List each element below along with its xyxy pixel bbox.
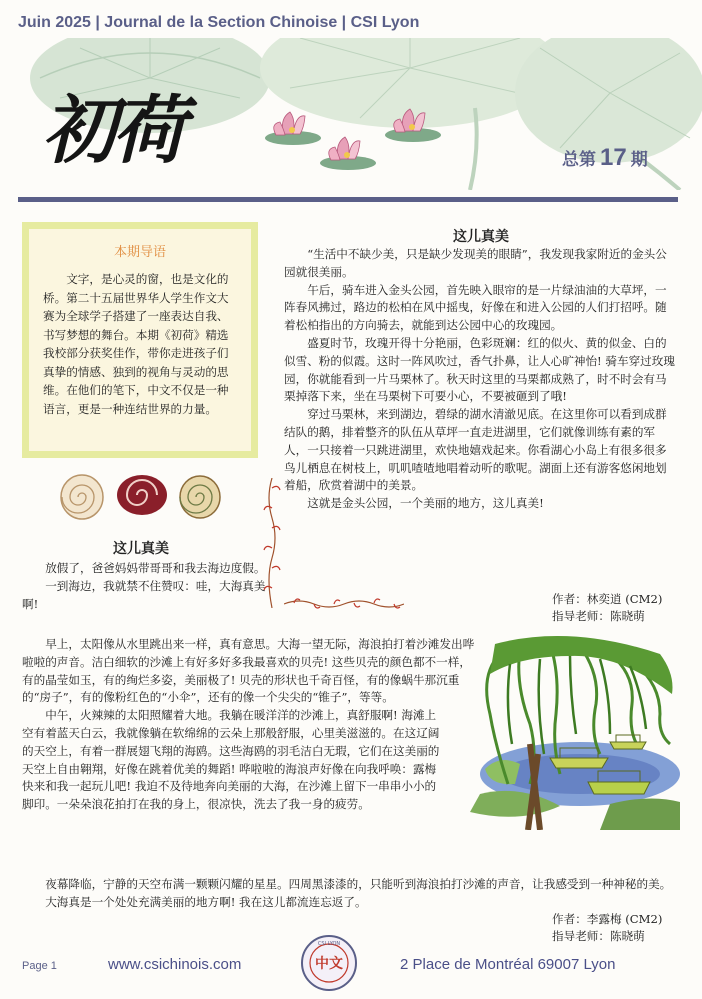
paragraph: 大海真是一个处处充满美丽的地方啊! 我在这儿都流连忘返了。 [45,894,367,909]
article-right-body [284,246,678,513]
article-left-ending [22,876,677,912]
red-shell-icon [117,475,167,515]
seal-ring-text: CSI LYON [317,941,341,947]
paragraph: 放假了，爸爸妈妈带哥哥和我去海边度假。 [45,561,266,575]
seashell-illustration [58,467,224,527]
intro-box [22,222,258,458]
ammonite-shell-icon [180,476,220,518]
vine-decoration-horizontal [284,597,404,611]
boat-icon [610,735,646,749]
spiral-shell-icon [61,475,103,519]
address: 2 Place de Montréal 69007 Lyon [400,956,616,973]
paragraph: 这就是金头公园，一个美丽的地方，这儿真美! [307,496,544,511]
issue-prefix: 总第 [562,150,596,170]
paragraph: 夜幕降临，宁静的天空布满一颗颗闪耀的星星。四周黑漆漆的，只能听到海浪拍打沙滩的声音，让我感受到一种神秘的美。 [45,877,672,891]
willow-lake-illustration [460,634,682,830]
article-title-right: 这儿真美 [453,229,509,245]
paragraph: 穿过马栗林，来到湖边，碧绿的湖水清澈见底。在这里你可以看到成群结队的鹅，排着整齐的队伍从草坪一直走进湖里，它们就像训练有素的军人，一只接着一只跳进湖里，欢快地嬉戏起来。你看湖心小岛上有很多很多鸟儿栖息在树枝上，叽叽喳喳地唱着动听的歌呢。湖面上还有游客悠闲地划着船，欣赏着湖中的美景。 [284,407,667,493]
article-left-intro [22,560,270,613]
teacher: 指导老师：陈晓萌 [552,609,645,623]
issue-suffix: 期 [630,150,648,170]
vine-decoration [262,478,282,608]
paragraph: “生活中不缺少美，只是缺少发现美的眼睛”，我发现我家附近的金头公园就很美丽。 [284,247,667,279]
seal-text: 中文 [315,956,343,972]
article-title-left: 这儿真美 [113,541,169,557]
paragraph: 盛夏时节，玫瑰开得十分艳丽，色彩斑斓：红的似火、黄的似金、白的似雪、粉的似霞。这时一阵风吹过，香气扑鼻，让人心旷神怡! 骑车穿过玫瑰园，你就能看到一片马栗林了。秋天时这里的马栗都成熟了，时不时会有马栗掉落下来，坐在马栗树下可要小心，不要被砸到了哦! [284,335,675,404]
author: 作者：林奕逍 (CM2) [552,592,663,606]
paragraph: 中午，火辣辣的太阳照耀着大地。我躺在暖洋洋的沙滩上，真舒服啊! 海滩上空有着蓝天白云，我就像躺在软绵绵的云朵上那般舒服，心里美滋滋的。在这辽阔的天空上，有着一群展翅飞翔的海鸥。这些海鸥的羽毛洁白无瑕，它们在这美丽的天空上自由翱翔，好像在跳着优美的舞蹈! 哗啦啦的海浪声好像在向我呼唤：露梅快来和我一起玩儿吧! 我迫不及待地奔向美丽的大海，在沙滩上留下一串串小小的脚印。一朵朵浪花拍打在我的身上，很凉快，洗去了我一身的疲劳。 [22,708,440,812]
issue-number [562,144,648,172]
paragraph: 午后，骑车进入金头公园，首先映入眼帘的是一片绿油油的大草坪，一阵春风拂过，路边的松柏在风中摇曳，好像在和进入公园的人们打招呼。随着松柏指出的方向骑去，就能到达公园中心的玫瑰园。 [284,282,667,333]
paragraph: 一到海边，我就禁不住赞叹：哇，大海真美啊! [22,578,266,611]
article-right-signature [552,591,682,625]
website-link[interactable]: www.csichinois.com [108,956,242,973]
article-left-signature [552,911,682,945]
paragraph: 早上，太阳像从水里跳出来一样，真有意思。大海一望无际，海浪拍打着沙滩发出哗啦啦的声音。洁白细软的沙滩上有好多好多我最喜欢的贝壳! 这些贝壳的颜色都不一样，有的晶莹如玉，有的绚烂多姿，美丽极了! 贝壳的形状也千奇百怪，有的像蜗牛那沉重的“房子”，有的像粉红色的“小伞”，还有的像一个尖尖的“锥子”，等等。 [22,637,475,705]
header-divider [18,197,678,202]
intro-text: 文字，是心灵的窗，也是文化的桥。第二十五届世界华人学生作文大赛为全球学子搭建了一座表达自我、书写梦想的舞台。本期《初荷》精选我校部分获奖佳作，带你走进孩子们真挚的情感、独到的视角与灵动的思维。在他们的笔下，中文不仅是一种语言，更是一种连结世界的力量。 [43,272,229,416]
logo-calligraphy: 初荷 [42,88,182,174]
teacher: 指导老师：陈晓萌 [552,929,645,943]
intro-heading: 本期导语 [113,245,166,260]
author: 作者：李露梅 (CM2) [552,912,663,926]
journal-header: Juin 2025 | Journal de la Section Chinoise | CSI Lyon [18,14,420,31]
issue-number-value: 17 [600,144,627,171]
page-number: Page 1 [22,960,57,972]
school-seal-logo [300,934,358,992]
